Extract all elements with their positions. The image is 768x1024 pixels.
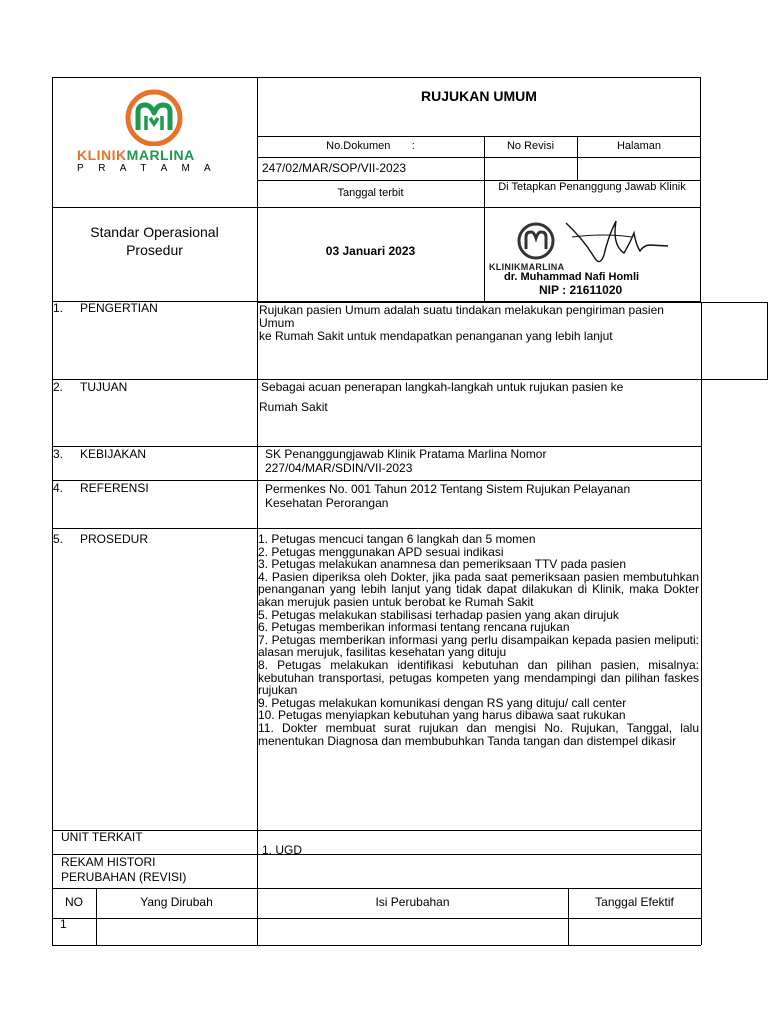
pengertian-label: PENGERTIAN — [80, 301, 158, 315]
header-line — [257, 157, 701, 158]
no-dokumen-value: 247/02/MAR/SOP/VII-2023 — [262, 161, 407, 175]
referensi-number: 4. — [53, 481, 64, 495]
pengertian-number: 1. — [53, 301, 64, 315]
section-divider — [52, 918, 701, 919]
section-divider — [52, 945, 701, 946]
body-left-border — [52, 302, 53, 945]
rekam-histori-label-1: REKAM HISTORI — [61, 855, 156, 869]
prosedur-number: 5. — [53, 532, 64, 546]
signer-nip: NIP : 21611020 — [539, 283, 623, 297]
prosedur-step: 6. Petugas memberikan informasi tentang rencana rujukan — [258, 620, 570, 635]
section-divider — [52, 528, 701, 529]
pengertian-line-1: Rujukan pasien Umum adalah suatu tindakan melakukan pengiriman pasien Umum — [259, 303, 664, 330]
prosedur-label: PROSEDUR — [80, 532, 149, 546]
header-line — [52, 207, 257, 208]
ditetapkan-label: Di Tetapkan Penanggung Jawab Klinik — [498, 181, 686, 193]
revision-header-isi-perubahan: Isi Perubahan — [375, 895, 450, 909]
prosedur-step: 1. Petugas mencuci tangan 6 langkah dan 5 momen — [258, 532, 536, 546]
revision-header-yang-dirubah: Yang Dirubah — [140, 895, 213, 909]
header-line — [257, 136, 701, 137]
kebijakan-number: 3. — [53, 447, 64, 461]
rekam-histori-label-2: PERUBAHAN (REVISI) — [61, 870, 187, 884]
body-right-border — [701, 302, 702, 945]
kebijakan-line-2: 227/04/MAR/SDIN/VII-2023 — [265, 461, 413, 475]
prosedur-steps — [258, 533, 699, 747]
prosedur-step: 8. Petugas melakukan identifikasi kebutuhan dan pilihan pasien, misalnya: kebutuhan transportasi, petugas kompeten yang mendampingi dan pilihan faskes rujukan — [258, 657, 699, 698]
halaman-label: Halaman — [616, 140, 662, 152]
revision-header-no: NO — [65, 895, 83, 909]
header-divider — [484, 136, 485, 302]
signature-icon — [564, 215, 674, 270]
prosedur-step: 9. Petugas melakukan komunikasi dengan RS yang dituju/ call center — [258, 695, 627, 710]
tanggal-terbit-label: Tanggal terbit — [337, 187, 404, 199]
stamp-text: KLINIKMARLINA — [489, 262, 565, 272]
prosedur-step: 7. Petugas memberikan informasi yang perlu disampaikan kepada pasien meliputi: alasan merujuk, fasilitas kesehatan yang dituju — [258, 632, 699, 660]
header-line — [257, 207, 701, 208]
no-dokumen-label: No.Dokumen : — [326, 140, 415, 152]
clinic-stamp — [489, 219, 569, 274]
referensi-line-2: Kesehatan Perorangan — [265, 496, 389, 510]
tujuan-number: 2. — [53, 380, 64, 394]
section-divider — [52, 830, 701, 831]
pengertian-line-2: ke Rumah Sakit untuk mendapatkan penanganan yang lebih lanjut — [259, 329, 613, 343]
prosedur-step: 5. Petugas melakukan stabilisasi terhadap pasien yang akan dirujuk — [258, 607, 619, 622]
referensi-line-1: Permenkes No. 001 Tahun 2012 Tentang Sistem Rujukan Pelayanan — [265, 482, 631, 496]
tujuan-line-1: Sebagai acuan penerapan langkah-langkah untuk rujukan pasien ke — [261, 380, 624, 394]
no-revisi-label: No Revisi — [506, 140, 555, 152]
section-divider — [52, 888, 701, 889]
document-title: RUJUKAN UMUM — [421, 88, 537, 104]
prosedur-step: 10. Petugas menyiapkan kebutuhan yang harus dibawa saat rukukan — [258, 708, 626, 723]
unit-terkait-label: UNIT TERKAIT — [61, 830, 143, 844]
prosedur-step: 3. Petugas melakukan anamnesa dan pemeriksaan TTV pada pasien — [258, 557, 627, 572]
kebijakan-label: KEBIJAKAN — [80, 447, 147, 461]
signer-name: dr. Muhammad Nafi Homli — [504, 271, 640, 283]
tujuan-label: TUJUAN — [80, 380, 128, 394]
section-divider — [52, 480, 701, 481]
prosedur-step: 11. Dokter membuat surat rujukan dan mengisi No. Rujukan, Tanggal, lalu menentukan Diagnosa dan membubuhkan Tanda tangan dan distempel dikasir — [258, 720, 699, 748]
revision-row-no: 1 — [60, 917, 67, 931]
logo-name-part2: MARLINA — [126, 147, 195, 163]
referensi-label: REFERENSI — [80, 481, 149, 495]
revision-header-tanggal-efektif: Tanggal Efektif — [595, 895, 674, 909]
kebijakan-line-1: SK Penanggungjawab Klinik Pratama Marlina Nomor — [265, 447, 547, 461]
clinic-logo-icon — [74, 86, 234, 146]
tujuan-line-2: Rumah Sakit — [259, 400, 328, 414]
stamp-logo-icon — [506, 219, 566, 261]
prosedur-step: 2. Petugas menggunakan APD sesuai indikasi — [258, 544, 504, 559]
unit-terkait-value: 1. UGD — [262, 843, 303, 857]
prosedur-step: 4. Pasien diperiksa oleh Dokter, jika pada saat pemeriksaan pasien membutuhkan penanganan yang lebih lanjut yang tidak dapat dilakukan di Klinik, maka Dokter akan merujuk pasien untuk berobat ke Rumah Sakit — [258, 569, 699, 609]
logo-subtitle: P R A T A M A — [77, 163, 217, 174]
sop-label: Standar Operasional Prosedur — [90, 224, 219, 258]
clinic-logo — [74, 86, 234, 176]
tanggal-terbit-value: 03 Januari 2023 — [325, 244, 416, 258]
logo-name-part1: KLINIK — [77, 147, 127, 163]
